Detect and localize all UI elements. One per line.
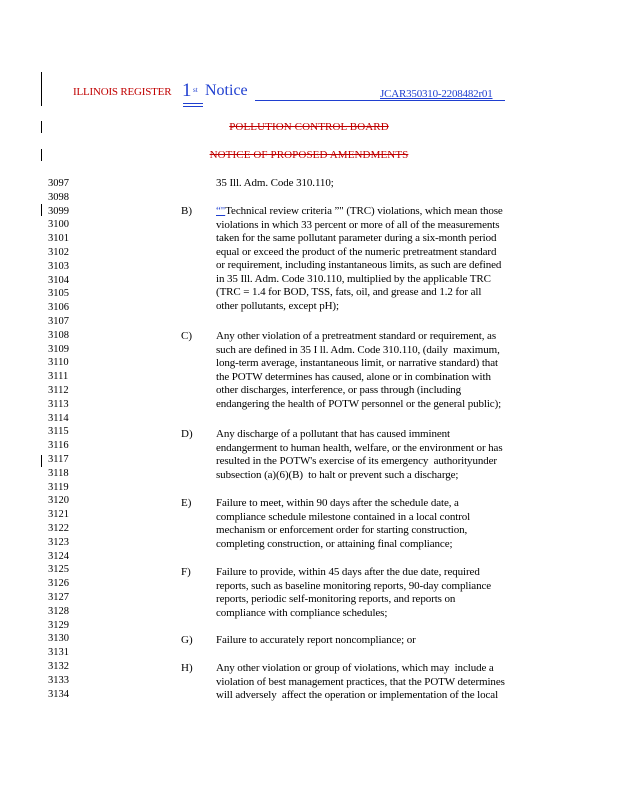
line-number: 3127 bbox=[48, 592, 69, 603]
change-bar bbox=[41, 72, 42, 106]
document-id: JCAR350310-2208482r01 bbox=[380, 88, 493, 100]
item-b-line: in 35 Ill. Adm. Code 310.110, multiplied by the applicable TRC bbox=[216, 272, 491, 285]
line-number: 3133 bbox=[48, 674, 69, 686]
item-c-line: such are defined in 35 I ll. Adm. Code 310.110, (daily maximum, bbox=[216, 343, 500, 356]
line-number: 3130 bbox=[48, 633, 69, 645]
board-title: POLLUTION CONTROL BOARD bbox=[229, 121, 389, 133]
inserted-quote-mark: “" bbox=[216, 205, 226, 217]
item-label-e: E) bbox=[181, 497, 192, 509]
item-b-line: (TRC = 1.4 for BOD, TSS, fats, oil, and grease and 1.2 for all bbox=[216, 286, 482, 298]
item-f-line: reports, periodic self-monitoring reports, and reports on bbox=[216, 593, 456, 605]
item-b-first-line-text: Technical review criteria ”" (TRC) violations, which mean those bbox=[225, 205, 503, 217]
line-number: 3124 bbox=[48, 550, 69, 562]
line-number: 3117 bbox=[48, 454, 69, 465]
line-number: 3131 bbox=[48, 647, 69, 659]
line-number: 3128 bbox=[48, 605, 69, 617]
item-b-line: other pollutants, except pH); bbox=[216, 299, 339, 312]
item-e-line: compliance schedule milestone contained in a local control bbox=[216, 510, 471, 523]
change-bar bbox=[41, 455, 42, 467]
item-c-line: other discharges, interference, or pass through (including bbox=[216, 384, 462, 396]
item-e-line: mechanism or enforcement order for starting construction, bbox=[216, 524, 468, 536]
line-number: 3126 bbox=[48, 578, 69, 590]
intro-line: 35 Ill. Adm. Code 310.110; bbox=[216, 177, 334, 189]
insert-mark-line bbox=[183, 103, 203, 104]
item-g-line: Failure to accurately report noncompliance; or bbox=[216, 634, 416, 646]
line-number: 3099 bbox=[48, 205, 69, 217]
item-label-g: G) bbox=[181, 634, 193, 646]
item-c-line: long-term average, instantaneous limit, or narrative standard) that bbox=[216, 357, 498, 369]
item-e-line: Failure to meet, within 90 days after the schedule date, a bbox=[216, 497, 459, 509]
line-number: 3134 bbox=[48, 688, 69, 700]
item-b-line: violations in which 33 percent or more of all of the measurements bbox=[216, 218, 500, 231]
item-b-line: taken for the same pollutant parameter during a six-month period bbox=[216, 232, 497, 244]
line-number: 3112 bbox=[48, 385, 69, 396]
item-f-line: reports, such as baseline monitoring reports, 90-day compliance bbox=[216, 579, 492, 592]
line-number: 3118 bbox=[48, 467, 69, 479]
item-d-line: resulted in the POTW's exercise of its emergency authorityunder bbox=[216, 455, 497, 467]
item-label-c: C) bbox=[181, 330, 192, 342]
line-number: 3098 bbox=[48, 191, 69, 203]
line-number: 3108 bbox=[48, 329, 69, 341]
line-number: 3100 bbox=[48, 219, 69, 231]
line-number: 3129 bbox=[48, 619, 69, 631]
item-b-line: or requirement, including instantaneous limits, as such are defined bbox=[216, 259, 502, 271]
line-number: 3109 bbox=[48, 343, 69, 355]
line-number: 3125 bbox=[48, 564, 69, 576]
line-number: 3120 bbox=[48, 495, 69, 507]
line-number: 3114 bbox=[48, 412, 69, 424]
item-label-f: F) bbox=[181, 566, 191, 578]
change-bar bbox=[41, 204, 42, 216]
item-f-line: compliance with compliance schedules; bbox=[216, 606, 388, 619]
line-number: 3122 bbox=[48, 523, 69, 534]
line-number: 3106 bbox=[48, 302, 69, 314]
item-d-line: endangerment to human health, welfare, or the environment or has bbox=[216, 441, 503, 454]
item-h-line: Any other violation or group of violations, which may include a bbox=[216, 662, 494, 674]
item-label-h: H) bbox=[181, 662, 193, 674]
notice-title: NOTICE OF PROPOSED AMENDMENTS bbox=[209, 149, 409, 161]
item-b-first-line bbox=[216, 205, 503, 219]
item-c-line: endangering the health of POTW personnel or the general public); bbox=[216, 397, 502, 410]
line-number: 3110 bbox=[48, 357, 69, 369]
item-f-line: Failure to provide, within 45 days after the due date, required bbox=[216, 566, 480, 578]
register-header: ILLINOIS REGISTER bbox=[73, 86, 172, 98]
line-number: 3097 bbox=[48, 178, 69, 189]
line-number: 3102 bbox=[48, 247, 69, 258]
notice-header: Notice bbox=[205, 82, 248, 99]
item-h-line: violation of best management practices, that the POTW determines bbox=[216, 675, 505, 688]
page-marker: 1 bbox=[182, 80, 192, 101]
item-d-line: subsection (a)(6)(B) to halt or prevent such a discharge; bbox=[216, 468, 459, 481]
line-number: 3115 bbox=[48, 426, 69, 438]
line-number: 3119 bbox=[48, 481, 69, 493]
page-marker-superscript: st bbox=[193, 86, 198, 94]
item-label-d: D) bbox=[181, 428, 193, 440]
header-underline bbox=[255, 100, 505, 101]
line-number: 3132 bbox=[48, 661, 69, 672]
item-c-line: the POTW determines has caused, alone or in combination with bbox=[216, 370, 491, 383]
item-h-line: will adversely affect the operation or implementation of the local bbox=[216, 689, 499, 701]
line-number: 3101 bbox=[48, 233, 69, 245]
item-b-line: equal or exceed the product of the numeric pretreatment standard bbox=[216, 245, 497, 258]
item-d-line: Any discharge of a pollutant that has caused imminent bbox=[216, 428, 450, 440]
insert-mark-line bbox=[183, 106, 203, 107]
line-number: 3107 bbox=[48, 316, 69, 327]
line-number: 3104 bbox=[48, 274, 69, 286]
line-number: 3113 bbox=[48, 398, 69, 410]
item-label-b: B) bbox=[181, 205, 192, 217]
line-number: 3105 bbox=[48, 288, 69, 300]
line-number: 3121 bbox=[48, 509, 69, 521]
line-number: 3116 bbox=[48, 440, 69, 452]
line-number: 3103 bbox=[48, 260, 69, 272]
line-number: 3123 bbox=[48, 536, 69, 548]
line-number: 3111 bbox=[48, 371, 69, 383]
item-c-line: Any other violation of a pretreatment standard or requirement, as bbox=[216, 330, 497, 342]
item-e-line: completing construction, or attaining final compliance; bbox=[216, 537, 453, 550]
